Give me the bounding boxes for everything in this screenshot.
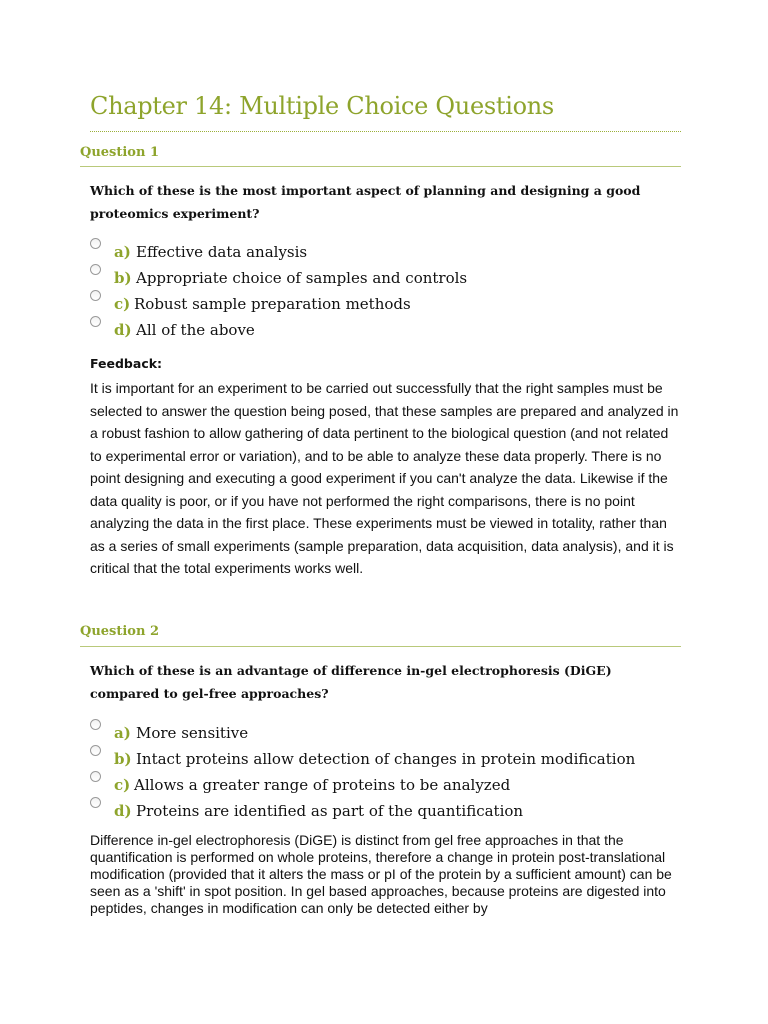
question-1-feedback: It is important for an experiment to be carried out successfully that the right samples must be selected to answer the question being posed, that these samples are prepared and analyzed in a robust fashion to allow gathering of data pertinent to the biological question (and not related to experimental error or variation), and to be able to analyze these data properly. There is no point designing and executing a good experiment if you can't analyze the data. Likewise if the data quality is poor, or if you have not performed the right comparisons, there is no point analyzing the data in the first place. These experiments must be viewed in totality, rather than as a series of small experiments (sample preparation, data acquisition, data analysis), and it is critical that the total experiments works well. [90, 380, 679, 576]
question-1-heading: Question 1 [80, 145, 160, 160]
title-divider [90, 131, 681, 132]
question-1-text: Which of these is the most important aspect of planning and designing a good proteomics experiment? [90, 183, 641, 221]
option-text: Allows a greater range of proteins to be analyzed [134, 776, 511, 794]
option-letter: b) [114, 269, 132, 287]
option-letter: a) [114, 243, 131, 261]
radio-button-icon[interactable] [90, 238, 101, 249]
radio-button-icon[interactable] [90, 316, 101, 327]
question-2-text: Which of these is an advantage of difference in-gel electrophoresis (DiGE) compared to gel-free approaches? [90, 663, 612, 701]
question-2-feedback: Difference in-gel electrophoresis (DiGE) is distinct from gel free approaches in that the quantification is performed on whole proteins, therefore a change in protein post-translational modification (provided that it alters the mass or pI of the protein by a sufficient amount) can be seen as a 'shift' in spot position. In gel based approaches, because proteins are digested into peptides, changes in modification can only be detected either by [90, 832, 672, 916]
option-letter: c) [114, 295, 131, 313]
option-letter: a) [114, 724, 131, 742]
question-1-divider [80, 166, 681, 167]
option-letter: d) [114, 321, 132, 339]
option-text: Effective data analysis [136, 243, 308, 261]
radio-button-icon[interactable] [90, 290, 101, 301]
radio-button-icon[interactable] [90, 771, 101, 782]
option-text: Proteins are identified as part of the quantification [136, 802, 524, 820]
radio-button-icon[interactable] [90, 797, 101, 808]
radio-button-icon[interactable] [90, 719, 101, 730]
option-text: More sensitive [136, 724, 249, 742]
page-title: Chapter 14: Multiple Choice Questions [90, 92, 554, 120]
radio-button-icon[interactable] [90, 745, 101, 756]
option-text: Robust sample preparation methods [134, 295, 411, 313]
option-letter: b) [114, 750, 132, 768]
feedback-label: Feedback: [90, 356, 163, 371]
option-text: Appropriate choice of samples and controls [136, 269, 468, 287]
option-letter: c) [114, 776, 131, 794]
question-2-divider [80, 646, 681, 647]
radio-button-icon[interactable] [90, 264, 101, 275]
option-text: Intact proteins allow detection of changes in protein modification [136, 750, 636, 768]
option-letter: d) [114, 802, 132, 820]
option-text: All of the above [136, 321, 255, 339]
question-2-heading: Question 2 [80, 624, 160, 639]
